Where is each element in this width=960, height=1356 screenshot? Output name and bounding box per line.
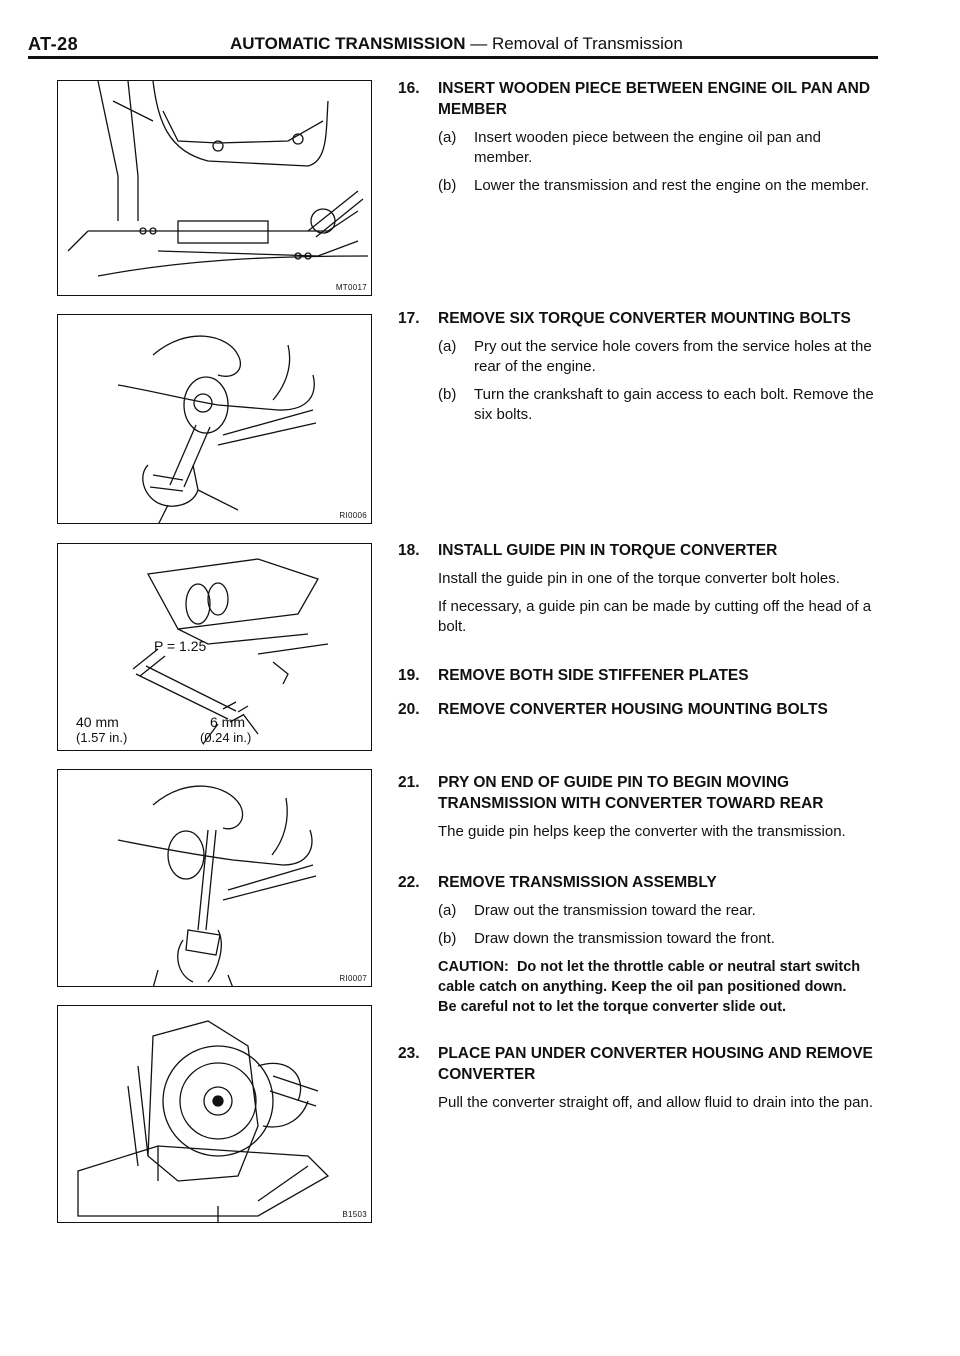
sub-text: Draw out the transmission toward the rear.: [474, 902, 756, 919]
caution-text: Do not let the throttle cable or neutral start switch cable catch on anything. Keep the oil pan positioned down.: [438, 959, 861, 995]
caution-note: [438, 957, 880, 1017]
step-20: [398, 699, 880, 720]
sub-marker: (a): [438, 902, 457, 919]
figure-remove-bolts: [57, 314, 372, 524]
step-number: 23.: [398, 1045, 420, 1062]
sub-marker: (a): [438, 338, 457, 355]
caution-label: CAUTION:: [438, 959, 509, 975]
step-19: [398, 665, 880, 686]
step-paragraph: Install the guide pin in one of the torque converter bolt holes.: [438, 570, 840, 587]
page-number: AT-28: [28, 34, 79, 54]
sub-text: Lower the transmission and rest the engine on the member.: [474, 177, 870, 194]
step-title: REMOVE CONVERTER HOUSING MOUNTING BOLTS: [438, 701, 828, 718]
illustration-wooden-piece: [58, 81, 372, 296]
sub-text: Insert wooden piece between the engine oil pan and member.: [474, 129, 821, 166]
figure-wooden-piece: [57, 80, 372, 296]
step-23: [398, 1043, 880, 1113]
figure-code: MT0017: [335, 283, 367, 292]
figure-remove-converter: [57, 1005, 372, 1223]
sub-marker: (b): [438, 386, 457, 403]
sub-marker: (b): [438, 177, 457, 194]
step-number: 16.: [398, 80, 420, 97]
pitch-label: P = 1.25: [154, 638, 207, 654]
section-subtitle: — Removal of Transmission: [470, 34, 683, 53]
illustration-converter: [58, 1006, 372, 1223]
figure-guide-pin: [57, 543, 372, 751]
step-title: REMOVE BOTH SIDE STIFFENER PLATES: [438, 667, 749, 684]
step-title: REMOVE TRANSMISSION ASSEMBLY: [438, 874, 717, 891]
step-22: [398, 872, 880, 1017]
sub-text: Turn the crankshaft to gain access to each bolt. Remove the six bolts.: [474, 386, 874, 423]
step-number: 20.: [398, 701, 420, 718]
diameter-mm-label: 6 mm: [210, 714, 245, 730]
sub-marker: (b): [438, 930, 457, 947]
step-number: 22.: [398, 874, 420, 891]
step-16: [398, 78, 880, 196]
sub-text: Draw down the transmission toward the front.: [474, 930, 775, 947]
length-mm-label: 40 mm: [76, 714, 119, 730]
step-paragraph: If necessary, a guide pin can be made by cutting off the head of a bolt.: [438, 598, 872, 635]
step-number: 19.: [398, 667, 420, 684]
length-in-label: (1.57 in.): [76, 730, 128, 745]
step-21: [398, 772, 880, 842]
step-18: [398, 540, 880, 637]
section-name: AUTOMATIC TRANSMISSION: [230, 34, 466, 53]
step-title: REMOVE SIX TORQUE CONVERTER MOUNTING BOLTS: [438, 310, 851, 327]
step-title: INSTALL GUIDE PIN IN TORQUE CONVERTER: [438, 542, 778, 559]
illustration-pry-bar: [58, 770, 372, 987]
step-title: PLACE PAN UNDER CONVERTER HOUSING AND REMOVE CONVERTER: [438, 1045, 873, 1083]
step-title: INSERT WOODEN PIECE BETWEEN ENGINE OIL PAN AND MEMBER: [438, 80, 871, 118]
figure-pry-guide-pin: [57, 769, 372, 987]
sub-text: Pry out the service hole covers from the service holes at the rear of the engine.: [474, 338, 872, 375]
step-number: 18.: [398, 542, 420, 559]
caution-extra: Be careful not to let the torque converter slide out.: [438, 999, 787, 1015]
figure-code: RI0006: [339, 511, 367, 520]
figure-code: B1503: [342, 1210, 367, 1219]
illustration-ratchet-wrench: [58, 315, 372, 524]
step-number: 17.: [398, 310, 420, 327]
step-title: PRY ON END OF GUIDE PIN TO BEGIN MOVING TRANSMISSION WITH CONVERTER TOWARD REAR: [438, 774, 824, 812]
step-paragraph: The guide pin helps keep the converter with the transmission.: [438, 823, 846, 840]
step-paragraph: Pull the converter straight off, and allow fluid to drain into the pan.: [438, 1094, 873, 1111]
step-number: 21.: [398, 774, 420, 791]
sub-marker: (a): [438, 129, 457, 146]
header-title: [230, 34, 683, 54]
header-rule: [28, 56, 878, 59]
figure-code: RI0007: [339, 974, 367, 983]
page-header: [28, 34, 878, 58]
step-17: [398, 308, 880, 425]
diameter-in-label: (0.24 in.): [200, 730, 252, 745]
